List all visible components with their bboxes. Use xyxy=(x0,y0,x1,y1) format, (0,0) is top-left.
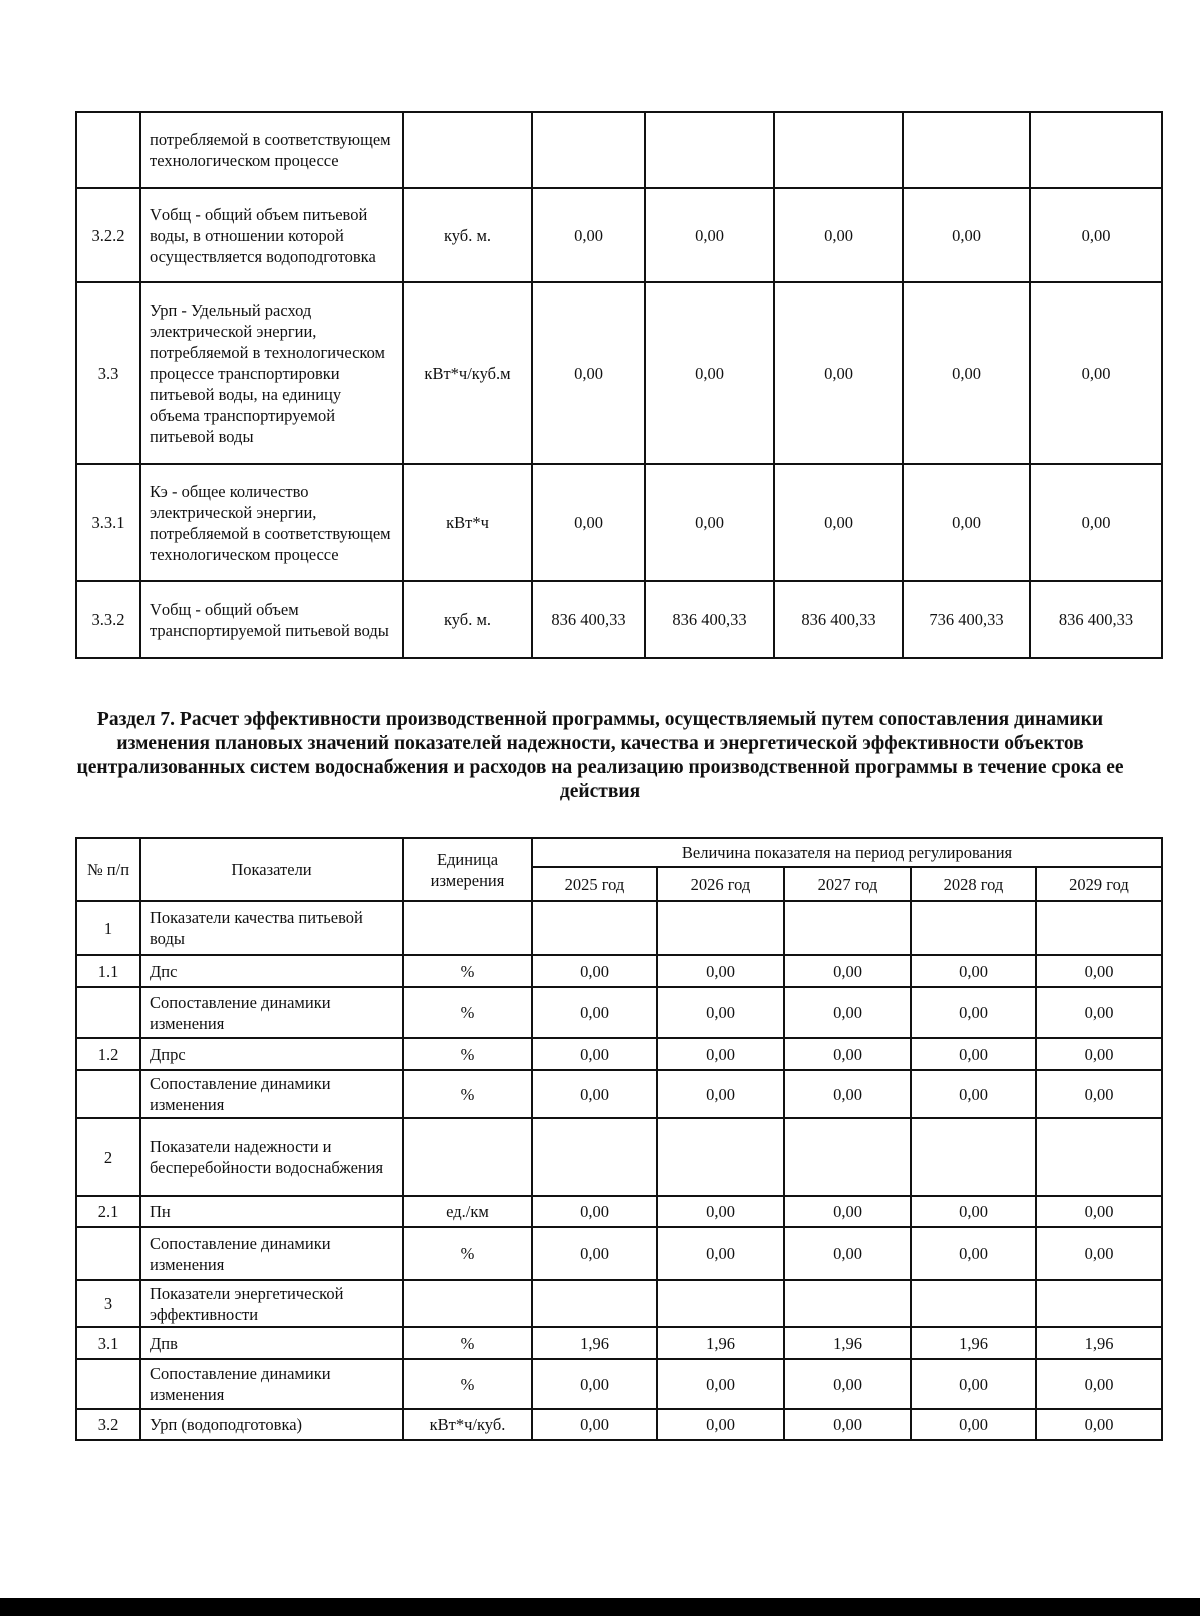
value-cell: 0,00 xyxy=(911,1070,1036,1118)
value-cell: 0,00 xyxy=(532,1227,657,1280)
value-cell: 0,00 xyxy=(657,1359,784,1409)
row-number: 1.2 xyxy=(76,1038,140,1070)
value-cell xyxy=(1036,1280,1162,1327)
unit xyxy=(403,901,532,955)
table-row xyxy=(76,1070,1162,1118)
value-cell: 0,00 xyxy=(657,1227,784,1280)
value-cell: 0,00 xyxy=(645,188,774,282)
indicator-name: Показатели качества питьевой воды xyxy=(140,901,403,955)
row-number: 2.1 xyxy=(76,1196,140,1227)
value-cell: 0,00 xyxy=(532,1359,657,1409)
unit xyxy=(403,1280,532,1327)
row-number xyxy=(76,1359,140,1409)
indicator-name: Дпв xyxy=(140,1327,403,1359)
table-row xyxy=(76,1409,1162,1440)
value-cell: 0,00 xyxy=(911,987,1036,1038)
value-cell: 0,00 xyxy=(903,464,1030,581)
unit: % xyxy=(403,987,532,1038)
value-cell: 0,00 xyxy=(911,1038,1036,1070)
value-cell: 836 400,33 xyxy=(645,581,774,658)
value-cell: 0,00 xyxy=(657,1409,784,1440)
unit: % xyxy=(403,1070,532,1118)
value-cell: 0,00 xyxy=(1036,987,1162,1038)
indicator-name: Пн xyxy=(140,1196,403,1227)
unit: кВт*ч/куб.м xyxy=(403,282,532,464)
value-cell xyxy=(784,1280,911,1327)
value-cell xyxy=(645,112,774,188)
table-row xyxy=(76,1118,1162,1196)
row-number xyxy=(76,987,140,1038)
value-cell: 0,00 xyxy=(911,955,1036,987)
table-row xyxy=(76,282,1162,464)
value-cell xyxy=(784,901,911,955)
value-cell xyxy=(774,112,903,188)
value-cell: 0,00 xyxy=(532,987,657,1038)
value-cell: 0,00 xyxy=(1030,464,1162,581)
value-cell: 836 400,33 xyxy=(1030,581,1162,658)
row-number: 3.3 xyxy=(76,282,140,464)
unit: куб. м. xyxy=(403,188,532,282)
value-cell: 0,00 xyxy=(784,1038,911,1070)
indicator-name: Дпрс xyxy=(140,1038,403,1070)
header-period: Величина показателя на период регулирования xyxy=(532,838,1162,867)
scan-edge xyxy=(0,1598,1200,1616)
value-cell: 0,00 xyxy=(911,1409,1036,1440)
row-number: 3 xyxy=(76,1280,140,1327)
value-cell: 0,00 xyxy=(784,1196,911,1227)
indicator-name: Vобщ - общий объем транспортируемой питьевой воды xyxy=(140,581,403,658)
unit: кВт*ч/куб. xyxy=(403,1409,532,1440)
value-cell: 0,00 xyxy=(774,282,903,464)
value-cell: 1,96 xyxy=(784,1327,911,1359)
value-cell: 836 400,33 xyxy=(774,581,903,658)
value-cell xyxy=(903,112,1030,188)
table-row xyxy=(76,1359,1162,1409)
value-cell: 0,00 xyxy=(784,1409,911,1440)
row-number xyxy=(76,1070,140,1118)
value-cell: 0,00 xyxy=(532,1038,657,1070)
unit: кВт*ч xyxy=(403,464,532,581)
value-cell: 0,00 xyxy=(1030,188,1162,282)
row-number: 1.1 xyxy=(76,955,140,987)
value-cell xyxy=(911,1280,1036,1327)
table-row xyxy=(76,987,1162,1038)
efficiency-table xyxy=(75,837,1163,1441)
row-number: 3.2.2 xyxy=(76,188,140,282)
value-cell: 0,00 xyxy=(657,955,784,987)
value-cell: 0,00 xyxy=(1036,1409,1162,1440)
indicator-name: Сопоставление динамики изменения xyxy=(140,1359,403,1409)
indicator-name: Урп - Удельный расход электрической энергии, потребляемой в технологическом процессе транспортировки питьевой воды, на единицу объема транспортируемой питьевой воды xyxy=(140,282,403,464)
value-cell: 0,00 xyxy=(1036,1359,1162,1409)
value-cell: 1,96 xyxy=(1036,1327,1162,1359)
table-row xyxy=(76,1038,1162,1070)
table-row xyxy=(76,188,1162,282)
table-row xyxy=(76,955,1162,987)
header-unit: Единица измерения xyxy=(403,838,532,901)
indicator-name: Показатели надежности и бесперебойности водоснабжения xyxy=(140,1118,403,1196)
header-year: 2027 год xyxy=(784,867,911,901)
value-cell xyxy=(1036,901,1162,955)
unit: % xyxy=(403,1327,532,1359)
header-name: Показатели xyxy=(140,838,403,901)
value-cell: 0,00 xyxy=(1036,1227,1162,1280)
row-number xyxy=(76,112,140,188)
indicator-name: Сопоставление динамики изменения xyxy=(140,1070,403,1118)
value-cell xyxy=(532,901,657,955)
table-row xyxy=(76,1196,1162,1227)
table-row xyxy=(76,901,1162,955)
indicator-name: Дпс xyxy=(140,955,403,987)
value-cell xyxy=(532,1118,657,1196)
value-cell: 0,00 xyxy=(657,1070,784,1118)
value-cell xyxy=(532,1280,657,1327)
value-cell xyxy=(657,901,784,955)
value-cell: 0,00 xyxy=(532,955,657,987)
value-cell: 0,00 xyxy=(903,188,1030,282)
indicator-name: Сопоставление динамики изменения xyxy=(140,1227,403,1280)
value-cell: 1,96 xyxy=(657,1327,784,1359)
value-cell: 1,96 xyxy=(911,1327,1036,1359)
indicator-name: Кэ - общее количество электрической энергии, потребляемой в соответствующем технологическом процессе xyxy=(140,464,403,581)
unit: куб. м. xyxy=(403,581,532,658)
value-cell: 0,00 xyxy=(784,1070,911,1118)
value-cell: 0,00 xyxy=(1036,955,1162,987)
table-row xyxy=(76,581,1162,658)
value-cell xyxy=(1030,112,1162,188)
value-cell: 0,00 xyxy=(657,1196,784,1227)
row-number: 3.2 xyxy=(76,1409,140,1440)
header-year: 2025 год xyxy=(532,867,657,901)
value-cell: 0,00 xyxy=(657,1038,784,1070)
value-cell: 0,00 xyxy=(1030,282,1162,464)
header-year: 2028 год xyxy=(911,867,1036,901)
unit xyxy=(403,1118,532,1196)
value-cell: 0,00 xyxy=(784,987,911,1038)
table-row xyxy=(76,1327,1162,1359)
row-number: 3.1 xyxy=(76,1327,140,1359)
header-year: 2029 год xyxy=(1036,867,1162,901)
value-cell: 0,00 xyxy=(645,282,774,464)
value-cell: 0,00 xyxy=(532,1409,657,1440)
row-number: 3.3.2 xyxy=(76,581,140,658)
indicator-name: Показатели энергетической эффективности xyxy=(140,1280,403,1327)
table-row xyxy=(76,1280,1162,1327)
unit: % xyxy=(403,955,532,987)
indicators-table-continued xyxy=(75,111,1163,659)
value-cell xyxy=(911,1118,1036,1196)
unit: % xyxy=(403,1359,532,1409)
value-cell: 0,00 xyxy=(774,188,903,282)
value-cell xyxy=(657,1118,784,1196)
value-cell: 836 400,33 xyxy=(532,581,645,658)
unit: % xyxy=(403,1227,532,1280)
value-cell: 0,00 xyxy=(1036,1070,1162,1118)
value-cell xyxy=(1036,1118,1162,1196)
indicator-name: потребляемой в соответствующем технологическом процессе xyxy=(140,112,403,188)
value-cell: 0,00 xyxy=(774,464,903,581)
header-num: № п/п xyxy=(76,838,140,901)
row-number xyxy=(76,1227,140,1280)
value-cell: 0,00 xyxy=(532,464,645,581)
table-row xyxy=(76,1227,1162,1280)
table-row xyxy=(76,464,1162,581)
value-cell: 0,00 xyxy=(784,1227,911,1280)
value-cell: 0,00 xyxy=(784,955,911,987)
value-cell: 0,00 xyxy=(903,282,1030,464)
unit: ед./км xyxy=(403,1196,532,1227)
value-cell xyxy=(532,112,645,188)
table-row xyxy=(76,112,1162,188)
value-cell xyxy=(657,1280,784,1327)
row-number: 3.3.1 xyxy=(76,464,140,581)
value-cell: 0,00 xyxy=(911,1227,1036,1280)
value-cell: 0,00 xyxy=(532,1070,657,1118)
indicator-name: Vобщ - общий объем питьевой воды, в отношении которой осуществляется водоподготовка xyxy=(140,188,403,282)
row-number: 1 xyxy=(76,901,140,955)
value-cell xyxy=(784,1118,911,1196)
indicator-name: Урп (водоподготовка) xyxy=(140,1409,403,1440)
row-number: 2 xyxy=(76,1118,140,1196)
unit xyxy=(403,112,532,188)
value-cell: 0,00 xyxy=(784,1359,911,1409)
value-cell: 0,00 xyxy=(532,1196,657,1227)
value-cell: 0,00 xyxy=(645,464,774,581)
indicator-name: Сопоставление динамики изменения xyxy=(140,987,403,1038)
value-cell: 0,00 xyxy=(911,1359,1036,1409)
value-cell: 0,00 xyxy=(1036,1196,1162,1227)
section-7-title: Раздел 7. Расчет эффективности производственной программы, осуществляемый путем сопоставления динамики изменения плановых значений показателей надежности, качества и энергетической эффективности объектов централизованных систем водоснабжения и расходов на реализацию производственной программы в течение срока ее действия xyxy=(76,709,1124,802)
value-cell xyxy=(911,901,1036,955)
value-cell: 0,00 xyxy=(1036,1038,1162,1070)
value-cell: 0,00 xyxy=(532,282,645,464)
unit: % xyxy=(403,1038,532,1070)
value-cell: 0,00 xyxy=(911,1196,1036,1227)
value-cell: 0,00 xyxy=(657,987,784,1038)
value-cell: 1,96 xyxy=(532,1327,657,1359)
value-cell: 736 400,33 xyxy=(903,581,1030,658)
header-year: 2026 год xyxy=(657,867,784,901)
value-cell: 0,00 xyxy=(532,188,645,282)
